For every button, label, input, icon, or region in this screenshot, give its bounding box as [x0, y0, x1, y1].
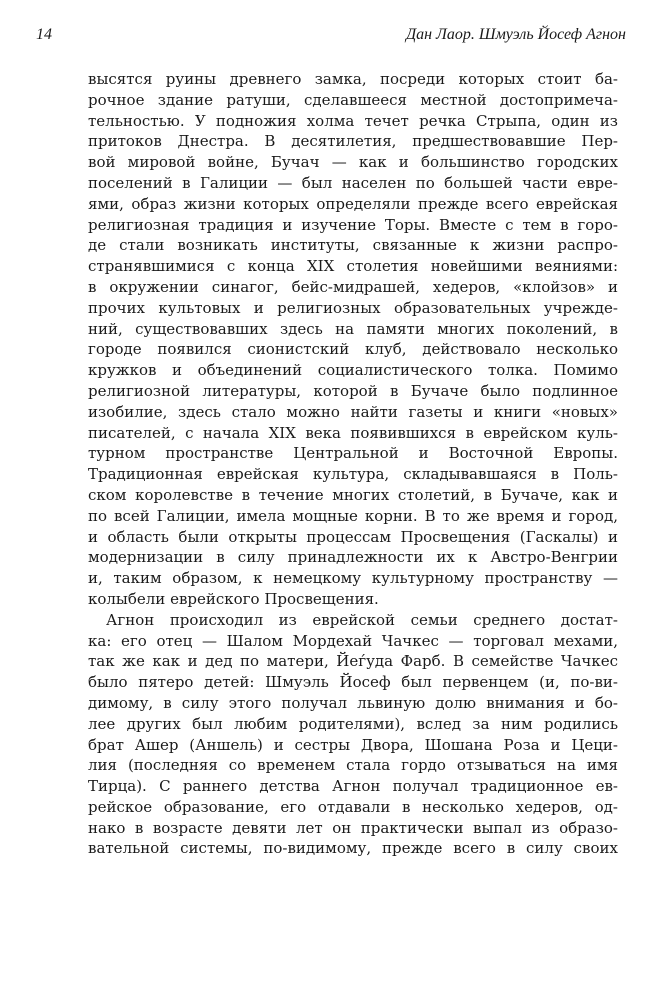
text-line: Традиционная еврейская культура, складывавшаяся в Поль- [88, 465, 618, 484]
text-line: де стали возникать институты, связанные к жизни распро- [88, 236, 618, 255]
text-line: прочих культовых и религиозных образовательных учрежде- [88, 298, 618, 317]
text-line: лия (последняя со временем стала гордо отзываться на имя [88, 756, 618, 775]
running-title: Дан Лаор. Шмуэль Йосеф Агнон [405, 26, 626, 43]
text-line: по всей Галиции, имела мощные корни. В то же время и город, [88, 506, 618, 525]
text-line: так же как и дед по матери, Йеѓуда Фарб. В семействе Чачкес [88, 652, 618, 671]
text-line: димому, в силу этого получал львиную долю внимания и бо- [88, 693, 618, 712]
text-line: вой мировой войне, Бучач — как и большинство городских [88, 153, 618, 172]
text-line: ями, образ жизни которых определяли прежде всего еврейская [88, 194, 618, 213]
text-line: рочное здание ратуши, сделавшееся местной достопримеча- [88, 90, 618, 109]
text-line: изобилие, здесь стало можно найти газеты и книги «новых» [88, 402, 618, 421]
body-text [88, 69, 618, 859]
text-line: притоков Днестра. В десятилетия, предшествовавшие Пер- [88, 132, 618, 151]
text-line: и область были открыты процессам Просвещения (Гаскалы) и [88, 527, 618, 546]
text-line: колыбели еврейского Просвещения. [88, 589, 379, 608]
text-line: Тирца). С раннего детства Агнон получал традиционное ев- [88, 777, 618, 796]
text-line: ском королевстве в течение многих столетий, в Бучаче, как и [88, 485, 618, 504]
text-line: нако в возрасте девяти лет он практически выпал из образо- [88, 818, 618, 837]
text-line: рейское образование, его отдавали в несколько хедеров, од- [88, 797, 618, 816]
text-line: ка: его отец — Шалом Мордехай Чачкес — торговал мехами, [88, 631, 618, 650]
text-line: Агнон происходил из еврейской семьи среднего достат- [106, 610, 618, 629]
text-line: вательной системы, по-видимому, прежде всего в силу своих [88, 839, 618, 858]
paragraph-1 [88, 69, 618, 610]
text-line: турном пространстве Центральной и Восточной Европы. [88, 444, 618, 463]
text-line: странявшимися с конца XIX столетия новейшими веяниями: [88, 257, 618, 276]
text-line: кружков и объединений социалистического толка. Помимо [88, 361, 618, 380]
text-line: городе появился сионистский клуб, действовало несколько [88, 340, 618, 359]
text-line: модернизации в силу принадлежности их к Австро-Венгрии [88, 548, 618, 567]
text-line: религиозной литературы, которой в Бучаче было подлинное [88, 381, 618, 400]
text-line: ний, существовавших здесь на памяти многих поколений, в [88, 319, 618, 338]
text-line: и, таким образом, к немецкому культурному пространству — [88, 569, 618, 588]
text-line: в окружении синагог, бейс-мидрашей, хедеров, «клойзов» и [88, 277, 618, 296]
text-line: было пятеро детей: Шмуэль Йосеф был первенцем (и, по-ви- [88, 673, 618, 692]
page-header [36, 26, 626, 48]
text-line: высятся руины древнего замка, посреди которых стоит ба- [88, 70, 618, 88]
text-line: брат Ашер (Аншель) и сестры Двора, Шошана Роза и Цеци- [88, 735, 618, 754]
text-line: поселений в Галиции — был населен по большей части евре- [88, 173, 618, 192]
text-line: религиозная традиция и изучение Торы. Вместе с тем в горо- [88, 215, 618, 234]
paragraph-2 [88, 610, 618, 860]
text-line: лее других был любим родителями), вслед за ним родились [88, 714, 618, 733]
page-number: 14 [36, 26, 52, 43]
text-line: писателей, с начала XIX века появившихся в еврейском куль- [88, 423, 618, 442]
text-line: тельностью. У подножия холма течет речка Стрыпа, один из [88, 111, 618, 130]
